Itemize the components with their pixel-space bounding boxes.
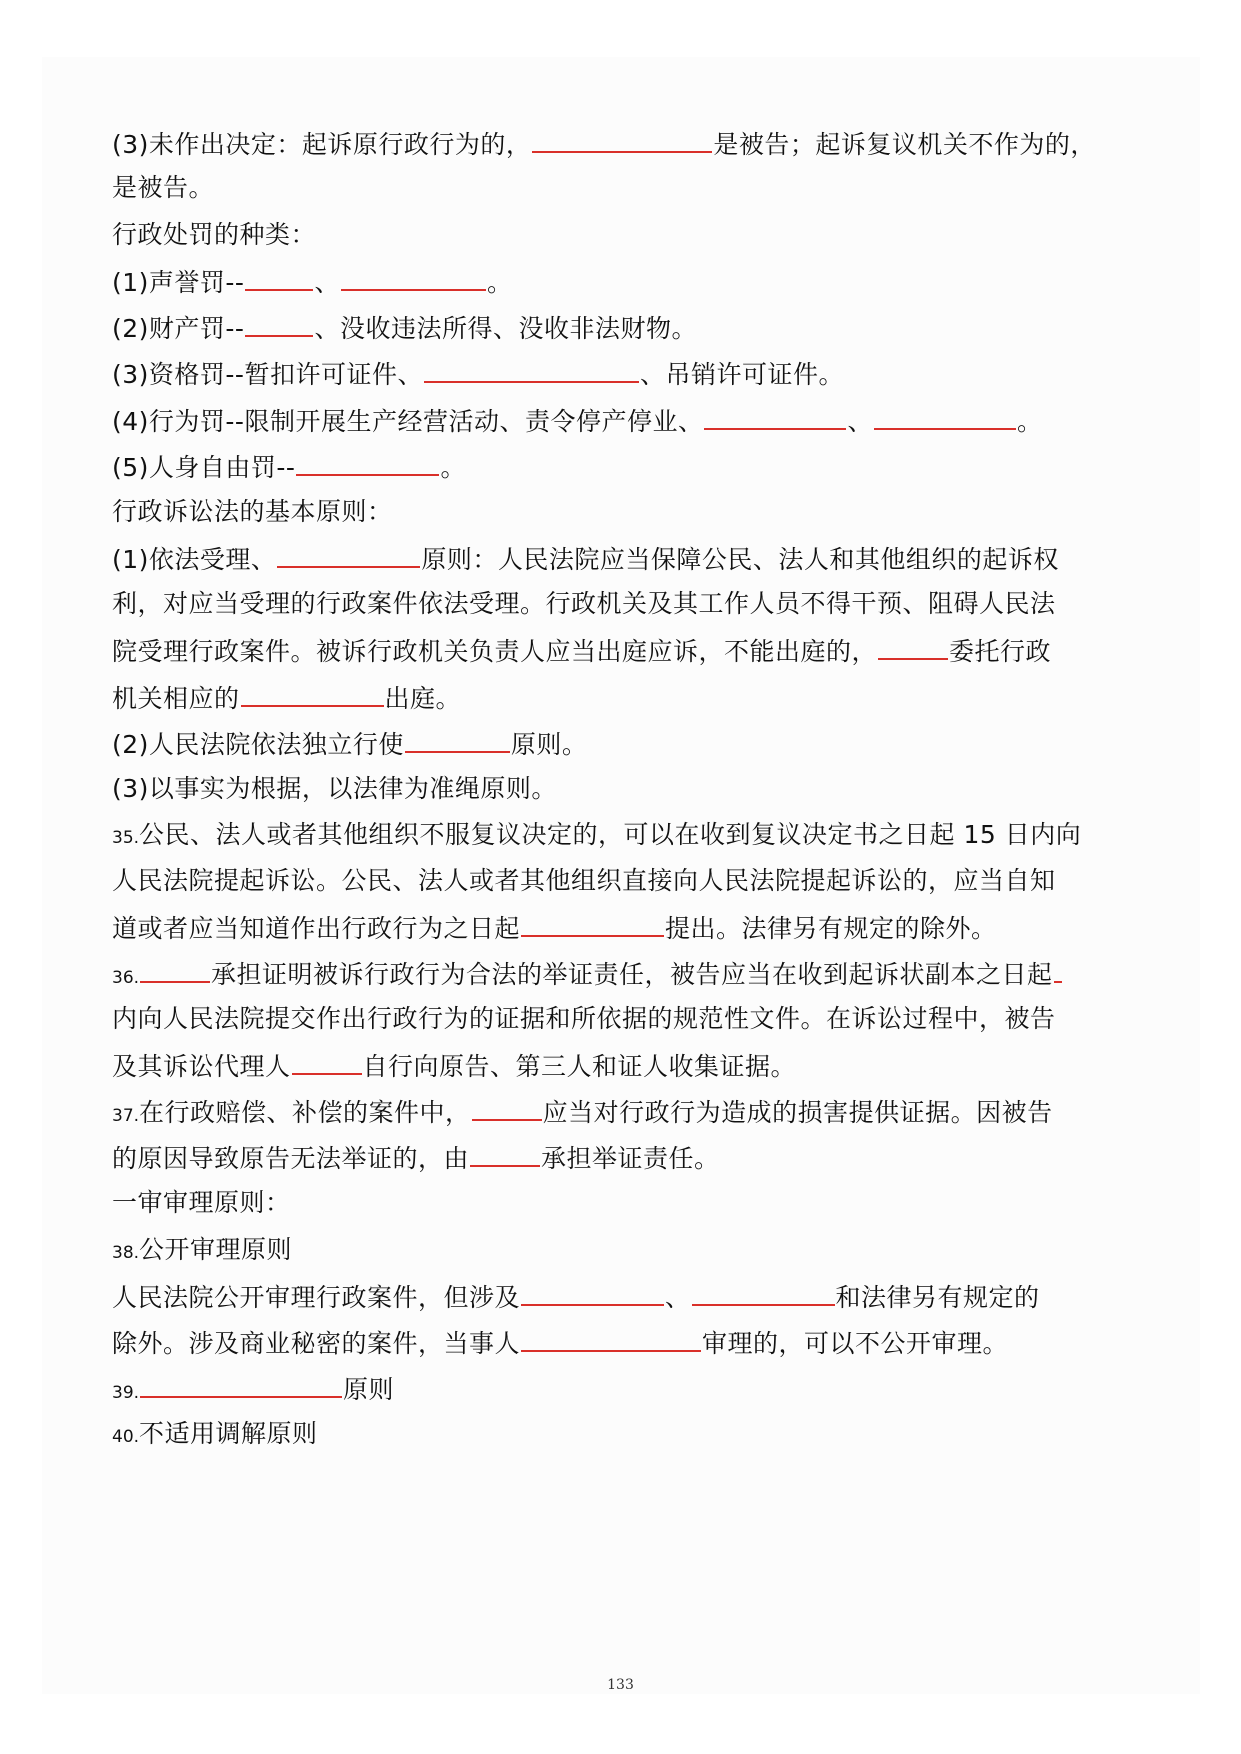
- line-text: 院受理行政案件。被诉行政机关负责人应当出庭应诉，不能出庭的，: [112, 637, 878, 666]
- line-text: 道或者应当知道作出行政行为之日起: [112, 914, 521, 943]
- line-text: 。: [1016, 407, 1043, 436]
- text-line: [112, 817, 1081, 853]
- fill-blank[interactable]: [277, 540, 420, 568]
- line-text: 提出。法律另有规定的除外。: [665, 914, 997, 943]
- line-text: 公开审理原则: [139, 1235, 293, 1264]
- line-text: (1)依法受理、: [112, 545, 277, 574]
- text-line: [112, 1324, 1008, 1360]
- line-text: 、: [314, 268, 340, 297]
- line-text: 内向人民法院提交作出行政行为的证据和所依据的规范性文件。在诉讼过程中，被告: [112, 1004, 1056, 1033]
- text-line: [112, 1232, 292, 1268]
- line-text: (5)人身自由罚--: [112, 453, 296, 482]
- section-heading: [112, 494, 393, 530]
- line-text: 公民、法人或者其他组织不服复议决定的，可以在收到复议决定书之日起 15 日内向: [139, 820, 1082, 849]
- line-text: (3)资格罚--暂扣许可证件、: [112, 360, 423, 389]
- line-text: 应当对行政行为造成的损害提供证据。因被告: [542, 1098, 1053, 1127]
- line-text: 机关相应的: [112, 684, 240, 713]
- line-text: 自行向原告、第三人和证人收集证据。: [362, 1052, 797, 1081]
- fill-blank[interactable]: [292, 1047, 362, 1075]
- line-text: 及其诉讼代理人: [112, 1052, 291, 1081]
- line-text: 在行政赔偿、补偿的案件中，: [139, 1098, 471, 1127]
- fill-blank[interactable]: [140, 955, 210, 983]
- fill-blank[interactable]: [245, 309, 313, 337]
- fill-blank[interactable]: [341, 263, 486, 291]
- line-text: 、: [665, 1283, 691, 1312]
- text-line: [112, 632, 1051, 668]
- text-line: [112, 1093, 1053, 1129]
- text-line: [112, 909, 997, 945]
- section-heading: [112, 1185, 291, 1221]
- line-text: 行政处罚的种类：: [112, 220, 317, 249]
- line-text: 不适用调解原则: [139, 1419, 318, 1448]
- text-line: [112, 1416, 318, 1452]
- line-text: 委托行政: [949, 637, 1052, 666]
- line-text: (3)未作出决定：起诉原行政行为的，: [112, 130, 532, 159]
- line-text: 是被告；起诉复议机关不作为的，: [713, 130, 1096, 159]
- fill-blank[interactable]: [521, 909, 664, 937]
- line-text: 利，对应当受理的行政案件依法受理。行政机关及其工作人员不得干预、阻碍人民法: [112, 589, 1056, 618]
- fill-blank[interactable]: [874, 402, 1016, 430]
- line-text: 和法律另有规定的: [835, 1283, 1040, 1312]
- fill-blank[interactable]: [878, 632, 948, 660]
- fill-blank[interactable]: [405, 725, 510, 753]
- line-text: 审理的，可以不公开审理。: [702, 1329, 1009, 1358]
- fill-blank[interactable]: [470, 1139, 540, 1167]
- text-line: [112, 263, 513, 299]
- line-text: 一审审理原则：: [112, 1188, 291, 1217]
- text-line: [112, 1278, 1040, 1314]
- line-text: 、: [847, 407, 873, 436]
- line-text: (1)声誉罚--: [112, 268, 245, 297]
- fill-blank[interactable]: [472, 1093, 542, 1121]
- line-text: 是被告。: [112, 173, 215, 202]
- item-number: 40.: [112, 1427, 140, 1447]
- fill-blank[interactable]: [521, 1324, 701, 1352]
- line-text: 承担举证责任。: [541, 1144, 720, 1173]
- line-text: 原则: [343, 1375, 395, 1404]
- item-number: 38.: [112, 1243, 140, 1263]
- fill-blank[interactable]: [532, 125, 712, 153]
- text-line: [112, 309, 697, 345]
- text-line: [112, 1370, 394, 1406]
- line-text: 人民法院公开审理行政案件，但涉及: [112, 1283, 521, 1312]
- line-text: 人民法院提起诉讼。公民、法人或者其他组织直接向人民法院提起诉讼的，应当自知: [112, 866, 1056, 895]
- page-number: 133: [607, 1677, 634, 1693]
- item-number: 35.: [112, 828, 140, 848]
- fill-blank[interactable]: [296, 448, 439, 476]
- fill-blank[interactable]: [245, 263, 313, 291]
- text-line: [112, 1047, 796, 1083]
- line-text: 、没收违法所得、没收非法财物。: [314, 314, 697, 343]
- line-text: 、吊销许可证件。: [639, 360, 844, 389]
- line-text: 除外。涉及商业秘密的案件，当事人: [112, 1329, 521, 1358]
- text-line: [112, 402, 1043, 438]
- text-line: [112, 170, 214, 206]
- text-line: [112, 540, 1059, 576]
- text-line: [112, 955, 1063, 991]
- line-text: 的原因导致原告无法举证的，由: [112, 1144, 470, 1173]
- fill-blank[interactable]: [140, 1370, 342, 1398]
- item-number: 37.: [112, 1106, 140, 1126]
- text-line: [112, 355, 844, 391]
- line-text: 原则：人民法院应当保障公民、法人和其他组织的起诉权: [421, 545, 1059, 574]
- text-line: [112, 1001, 1056, 1037]
- text-line: [112, 125, 1096, 161]
- item-number: 36.: [112, 968, 140, 988]
- line-text: 行政诉讼法的基本原则：: [112, 497, 393, 526]
- line-text: (3)以事实为根据，以法律为准绳原则。: [112, 774, 557, 803]
- text-line: [112, 725, 587, 761]
- fill-blank[interactable]: [424, 355, 639, 383]
- fill-blank[interactable]: [241, 679, 384, 707]
- line-text: (4)行为罚--限制开展生产经营活动、责令停产停业、: [112, 407, 704, 436]
- line-text: 承担证明被诉行政行为合法的举证责任，被告应当在收到起诉状副本之日起: [211, 960, 1053, 989]
- item-number: 39.: [112, 1383, 140, 1403]
- text-line: [112, 771, 557, 807]
- text-line: [112, 1139, 720, 1175]
- fill-blank[interactable]: [1054, 955, 1062, 983]
- line-text: 原则。: [510, 730, 588, 759]
- text-line: [112, 863, 1056, 899]
- line-text: 。: [486, 268, 513, 297]
- text-line: [112, 586, 1056, 622]
- line-text: (2)人民法院依法独立行使: [112, 730, 404, 759]
- line-text: 出庭。: [384, 684, 462, 713]
- section-heading: [112, 217, 316, 253]
- text-line: [112, 448, 466, 484]
- text-line: [112, 679, 461, 715]
- fill-blank[interactable]: [692, 1278, 835, 1306]
- line-text: (2)财产罚--: [112, 314, 245, 343]
- fill-blank[interactable]: [704, 402, 846, 430]
- fill-blank[interactable]: [521, 1278, 664, 1306]
- line-text: 。: [440, 453, 466, 482]
